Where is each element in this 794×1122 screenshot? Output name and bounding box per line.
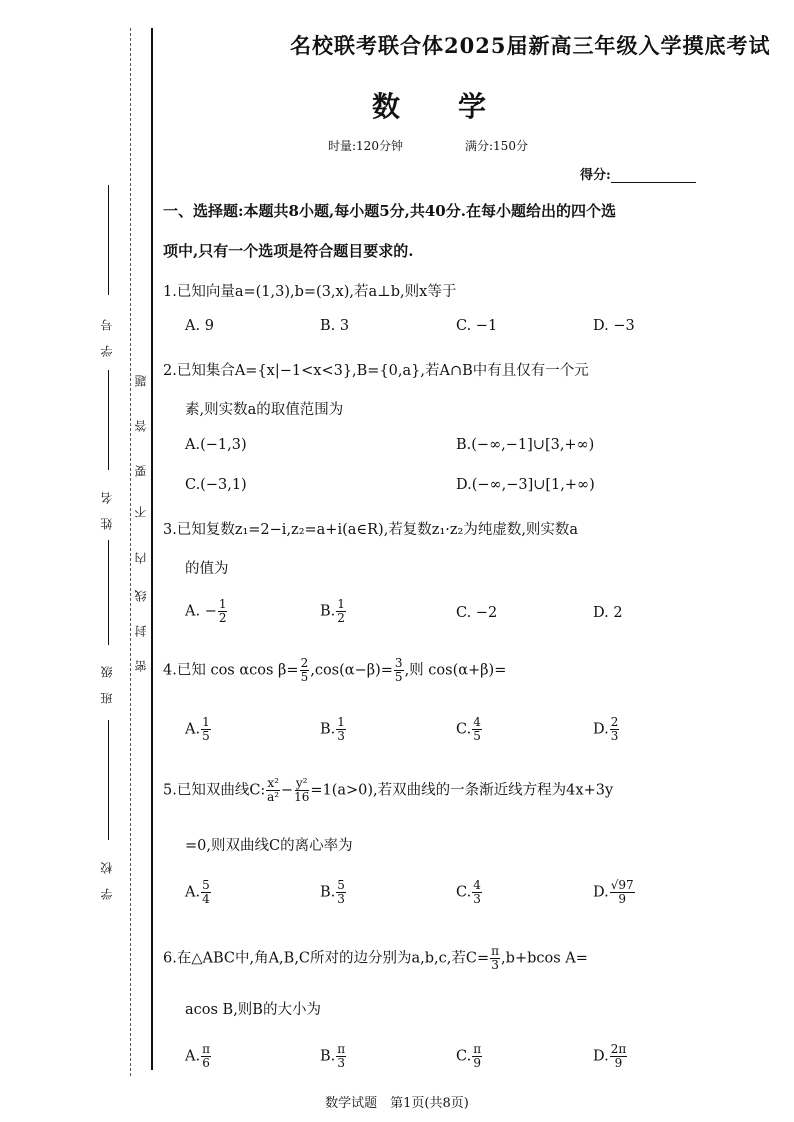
section-heading: 一、选择题:本题共8小题,每小题5分,共40分.在每小题给出的四个选 (163, 202, 616, 220)
q2-option-c: C.(−3,1) (185, 477, 247, 493)
q1-stem: 1.已知向量a=(1,3),b=(3,x),若a⊥b,则x等于 (163, 284, 457, 300)
score-blank[interactable] (611, 168, 696, 183)
option-letter: D. (593, 884, 609, 901)
stem-text: ,则 cos(α+β)= (404, 662, 507, 679)
q6-stem-cont: acos B,则B的大小为 (185, 1002, 321, 1018)
stem-text: =1(a>0),若双曲线的一条渐近线方程为4x+3y (310, 782, 614, 799)
q5-stem (163, 777, 613, 804)
fraction (300, 657, 310, 684)
seal-char: 封 (134, 625, 148, 637)
stem-text: ,cos(α−β)= (310, 662, 393, 679)
q3-option-b (320, 598, 347, 625)
q6-option-a (185, 1043, 212, 1070)
q6-stem (163, 945, 588, 972)
q1-option-b: B. 3 (320, 318, 350, 334)
q6-option-b (320, 1043, 347, 1070)
q5-stem-cont: =0,则双曲线C的离心率为 (185, 838, 353, 854)
binding-dashed-line (130, 28, 131, 1076)
q6-option-d (593, 1043, 628, 1070)
fraction (294, 777, 309, 804)
denominator: 3 (337, 729, 345, 743)
binding-solid-line (151, 28, 153, 1070)
seal-char: 题 (134, 375, 148, 387)
denominator: 5 (473, 729, 481, 743)
q5-option-c (456, 879, 483, 906)
fraction (266, 777, 280, 804)
option-letter: B. (320, 1048, 336, 1065)
option-letter: D. (593, 721, 609, 738)
fraction (218, 598, 228, 625)
seal-char: 线 (134, 590, 148, 602)
q3-option-c: C. −2 (456, 605, 498, 621)
q5-option-a (185, 879, 212, 906)
name-label: 姓名 (100, 478, 114, 530)
numerator: √97 (610, 878, 634, 892)
seal-char: 答 (134, 420, 148, 432)
q2-stem: 2.已知集合A={x|−1<x<3},B={0,a},若A∩B中有且仅有一个元 (163, 363, 589, 379)
class-blank (108, 540, 109, 645)
numerator: 3 (394, 656, 403, 670)
exam-title: 名校联考联合体2025届新高三年级入学摸底考试 (290, 33, 771, 58)
student-id-label: 学号 (100, 305, 114, 357)
denominator: 2 (337, 611, 345, 625)
denominator: 2 (218, 611, 227, 625)
name-blank (108, 370, 109, 470)
page-footer: 数学试题 第1页(共8页) (325, 1096, 469, 1111)
denominator: 9 (618, 892, 626, 906)
stem-text: 5.已知双曲线C: (163, 782, 266, 799)
q3-stem: 3.已知复数z₁=2−i,z₂=a+i(a∈R),若复数z₁·z₂为纯虚数,则实数a (163, 522, 579, 538)
denominator: 16 (294, 790, 310, 804)
stem-text: 4.已知 cos αcos β= (163, 662, 299, 679)
student-id-blank (108, 185, 109, 295)
denominator: 5 (202, 729, 210, 743)
fraction (201, 1043, 211, 1070)
numerator: 2π (610, 1042, 627, 1056)
q2-option-d: D.(−∞,−3]∪[1,+∞) (456, 477, 595, 493)
option-letter: C. (456, 721, 472, 738)
numerator: 1 (202, 715, 210, 729)
numerator: 2 (610, 715, 619, 729)
q2-option-a: A.(−1,3) (185, 437, 247, 453)
numerator: 5 (202, 878, 210, 892)
numerator: 1 (337, 715, 345, 729)
school-label: 学校 (100, 848, 114, 900)
q3-option-d: D. 2 (593, 605, 623, 621)
denominator: 3 (337, 892, 345, 906)
option-letter: B. (320, 884, 336, 901)
denominator: 3 (491, 958, 499, 972)
q4-stem (163, 657, 506, 684)
numerator: x² (267, 776, 279, 790)
fraction (610, 716, 620, 743)
denominator: 9 (614, 1056, 623, 1070)
numerator: 4 (473, 878, 481, 892)
fraction (336, 1043, 346, 1070)
fraction (336, 598, 346, 625)
stem-text: − (280, 782, 294, 799)
option-letter: D. (593, 1048, 609, 1065)
numerator: 2 (300, 656, 309, 670)
option-letter: C. (456, 1048, 472, 1065)
seal-char: 不 (134, 506, 148, 518)
fraction (610, 1043, 628, 1070)
fraction (201, 879, 211, 906)
option-prefix: A. − (185, 603, 217, 620)
denominator: 5 (300, 670, 309, 684)
seal-char: 内 (134, 552, 148, 564)
q2-stem-cont: 素,则实数a的取值范围为 (185, 402, 344, 418)
fraction (472, 1043, 482, 1070)
fraction (472, 879, 482, 906)
q1-option-d: D. −3 (593, 318, 635, 334)
q3-stem-cont: 的值为 (185, 561, 229, 577)
school-blank (108, 720, 109, 840)
fraction (336, 716, 346, 743)
q6-option-c (456, 1043, 483, 1070)
option-letter: A. (185, 721, 201, 738)
q3-option-a (185, 598, 228, 625)
time-limit: 时量:120分钟 (328, 139, 403, 153)
numerator: π (202, 1042, 210, 1056)
denominator: 3 (473, 892, 481, 906)
denominator: 6 (202, 1056, 210, 1070)
subject-title: 数学 (372, 90, 545, 123)
numerator: π (473, 1042, 482, 1056)
q5-option-d (593, 879, 636, 906)
numerator: 1 (337, 597, 345, 611)
q4-option-a (185, 716, 212, 743)
numerator: 4 (473, 715, 481, 729)
numerator: 5 (337, 878, 345, 892)
fraction (336, 879, 346, 906)
denominator: a² (267, 790, 280, 804)
option-prefix: B. (320, 603, 336, 620)
numerator: 1 (218, 597, 227, 611)
numerator: π (337, 1042, 346, 1056)
numerator: y² (295, 776, 308, 790)
q1-option-a: A. 9 (185, 318, 214, 334)
fraction (394, 657, 404, 684)
seal-char: 要 (134, 465, 148, 477)
numerator: π (491, 944, 500, 958)
q4-option-b (320, 716, 347, 743)
score-field[interactable] (580, 164, 696, 183)
option-letter: C. (456, 884, 472, 901)
fraction (610, 879, 635, 906)
score-label: 得分: (580, 168, 611, 183)
stem-text: ,b+bcos A= (501, 950, 588, 967)
denominator: 9 (473, 1056, 481, 1070)
fraction (201, 716, 211, 743)
stem-text: 6.在△ABC中,角A,B,C所对的边分别为a,b,c,若C= (163, 950, 490, 967)
option-letter: A. (185, 884, 201, 901)
class-label: 班级 (100, 652, 114, 704)
q4-option-c (456, 716, 483, 743)
denominator: 3 (610, 729, 619, 743)
seal-char: 密 (134, 660, 148, 672)
denominator: 4 (202, 892, 210, 906)
fraction (472, 716, 482, 743)
q1-option-c: C. −1 (456, 318, 498, 334)
denominator: 5 (394, 670, 403, 684)
q5-option-b (320, 879, 347, 906)
section-heading-cont: 项中,只有一个选项是符合题目要求的. (163, 242, 414, 260)
option-letter: A. (185, 1048, 201, 1065)
full-score: 满分:150分 (465, 139, 528, 153)
q4-option-d (593, 716, 620, 743)
option-letter: B. (320, 721, 336, 738)
fraction (490, 945, 500, 972)
denominator: 3 (337, 1056, 346, 1070)
q2-option-b: B.(−∞,−1]∪[3,+∞) (456, 437, 595, 453)
